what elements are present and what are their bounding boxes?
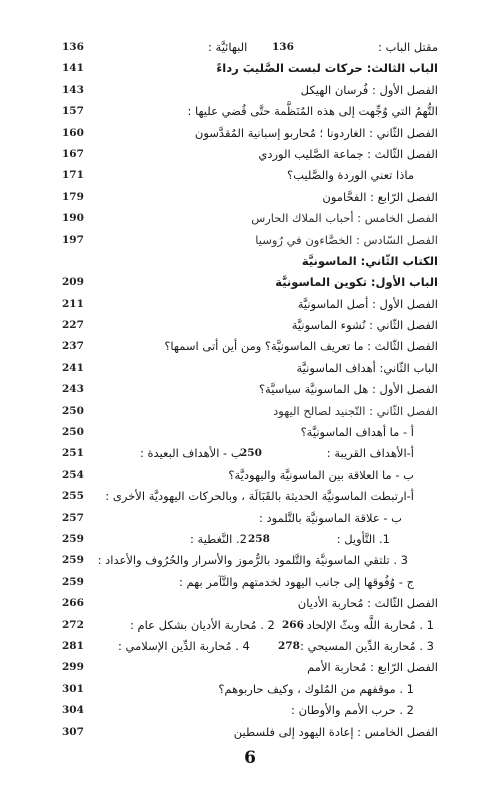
toc-entry-text: الباب الأول: تكوين الماسونيَّة — [275, 275, 438, 290]
toc-row — [0, 295, 500, 316]
toc-page-number: 307 — [62, 725, 84, 738]
toc-page-number: 250 — [62, 426, 84, 439]
toc-entry-text: ب - علاقة الماسونيَّة بالتَّلمود : — [259, 510, 402, 525]
toc-row — [0, 316, 500, 337]
toc-row — [0, 81, 500, 102]
toc-entry-text: الفصل الثّالث : مُحاربة الأديان — [297, 596, 438, 611]
toc-entry-col2-text: 2. النَّغطية : — [190, 531, 247, 546]
toc-entry-text: مقتل الباب : — [378, 40, 438, 54]
toc-entry-text: الفصل الأول : أصل الماسونيَّة — [297, 296, 438, 311]
toc-entry-text: التُّهمُ التي وُجِّهت إلى هذه المُنَظَّمة حتَّى قُضي عليها : — [187, 104, 438, 119]
toc-page-number: 160 — [62, 126, 84, 139]
toc-page-number: 259 — [62, 554, 84, 567]
toc-entry-text: الفصل الثّاني : التّجنيد لصالح اليهود — [273, 403, 438, 418]
toc-row — [0, 145, 500, 166]
toc-page-number: 241 — [62, 361, 84, 374]
toc-list — [0, 38, 500, 744]
toc-page-number: 179 — [62, 190, 84, 203]
toc-page-number: 190 — [62, 212, 84, 225]
toc-entry-text: الفصل الثّالث : جماعة الصَّليب الوردي — [258, 146, 438, 161]
toc-row — [0, 337, 500, 358]
toc-page-number: 251 — [62, 447, 84, 460]
toc-entry-text: الفصل الأول : فُرسان الهيكل — [300, 82, 438, 97]
toc-row — [0, 252, 500, 273]
toc-row — [0, 637, 500, 658]
toc-row — [0, 530, 500, 551]
toc-entry-col2-text: 2 . مُحاربة الأديان بشكل عام : — [130, 617, 275, 632]
toc-page-number: 301 — [62, 682, 84, 695]
page-number-footer: 6 — [244, 748, 256, 768]
toc-page-number: 304 — [62, 704, 84, 717]
toc-row — [0, 402, 500, 423]
toc-entry-text: 3 . تلتقي الماسونيَّة والتَّلمود بالرُّموز والأسرار والحُرُوف والأعداد : — [97, 553, 408, 568]
toc-page-number: 257 — [62, 511, 84, 524]
toc-row — [0, 466, 500, 487]
toc-entry-text: 2 . حرب الأمم والأوطان : — [291, 703, 414, 718]
toc-entry-col2-page: 258 — [248, 532, 270, 545]
toc-entry-text: 1. التَّأويل : — [336, 531, 390, 546]
toc-page-number: 259 — [62, 532, 84, 545]
toc-entry-text: الباب الثّاني: أهداف الماسونيَّة — [296, 360, 438, 375]
toc-page-number: 143 — [62, 83, 84, 96]
toc-row — [0, 273, 500, 294]
toc-entry-text: ماذا تعني الوردة والصَّليب؟ — [287, 168, 414, 183]
toc-entry-text: 1 . مُحاربة اللَّه وبثّ الإلحاد . — [299, 617, 434, 632]
toc-entry-text: ج - وُفُوقها إلى جانب اليهود لخدمتهم والتَّآمر بهم : — [179, 574, 414, 589]
toc-page-number: 209 — [62, 276, 84, 289]
toc-row — [0, 616, 500, 637]
toc-entry-text: الفصل الأول : هل الماسونيَّة سياسيَّة؟ — [258, 382, 438, 397]
toc-entry-text: الفصل السّادس : الخصَّاءون في رُوسيا — [255, 232, 438, 247]
toc-entry-col2-page: 278 — [278, 639, 300, 652]
toc-row — [0, 423, 500, 444]
toc-row — [0, 38, 500, 59]
toc-row — [0, 231, 500, 252]
toc-page-number: 299 — [62, 661, 84, 674]
toc-row — [0, 723, 500, 744]
toc-entry-text: أ - ما أهداف الماسونيَّة؟ — [300, 425, 414, 440]
toc-entry-col2-text: البهائيَّة : — [208, 40, 248, 54]
toc-row — [0, 209, 500, 230]
toc-entry-col2-page: 136 — [272, 41, 294, 53]
toc-page-number: 167 — [62, 147, 84, 160]
toc-row — [0, 509, 500, 530]
toc-page-number: 211 — [62, 297, 84, 310]
toc-page-number: 227 — [62, 319, 84, 332]
toc-entry-text: الفصل الخامس : إعادة اليهود إلى فلسطين — [233, 724, 438, 739]
toc-page-number: 136 — [62, 41, 84, 53]
toc-row — [0, 701, 500, 722]
toc-page-number: 141 — [62, 62, 84, 75]
toc-entry-text: الفصل الثّاني : نُشوء الماسونيَّة — [291, 318, 438, 333]
toc-page-number: 197 — [62, 233, 84, 246]
toc-row — [0, 594, 500, 615]
toc-page-number: 250 — [62, 404, 84, 417]
toc-entry-text: أ-الأهداف القريبة : — [326, 446, 414, 461]
toc-entry-text: 1 . موقفهم من المُلوك ، وكيف حاربوهم؟ — [218, 681, 414, 696]
toc-page-number: 272 — [62, 618, 84, 631]
toc-entry-text: ب - ما العلاقة بين الماسونيَّة واليهوديَّة؟ — [228, 467, 414, 482]
toc-entry-col2-text: ب - الأهداف البعيدة : — [140, 446, 242, 461]
toc-page-number: 157 — [62, 105, 84, 118]
toc-row — [0, 487, 500, 508]
toc-page-number: 259 — [62, 575, 84, 588]
toc-row — [0, 102, 500, 123]
toc-row — [0, 680, 500, 701]
toc-page-number: 255 — [62, 490, 84, 503]
toc-row — [0, 551, 500, 572]
toc-entry-col2-page: 250 — [240, 447, 262, 460]
toc-page-number: 171 — [62, 169, 84, 182]
toc-page-number: 266 — [62, 597, 84, 610]
toc-page-number: 281 — [62, 639, 84, 652]
toc-entry-col2-text: 4 . مُحاربة الدِّين الإسلامي : — [118, 638, 250, 653]
toc-row — [0, 380, 500, 401]
toc-page-number: 254 — [62, 468, 84, 481]
toc-entry-text: الفصل الخامس : أحباب الملاك الحارس — [251, 211, 438, 226]
toc-row — [0, 658, 500, 679]
toc-entry-col2-page: 266 — [282, 618, 304, 631]
toc-entry-text: أ-ارتبطت الماسونيَّة الحديثة بالقَبَالَة ، وبالحركات اليهوديَّة الأخرى : — [105, 489, 414, 504]
toc-page-number: 243 — [62, 383, 84, 396]
toc-entry-text: الفصل الثّالث : ما تعريف الماسونيَّة؟ ومن أين أتى اسمها؟ — [164, 339, 438, 354]
toc-entry-text: الفصل الثّاني : الغاردونا ؛ مُحاربو إسبانية المُقدَّسون — [194, 125, 438, 140]
toc-page-number: 237 — [62, 340, 84, 353]
toc-entry-text: الفصل الرّابع : الفحَّامون — [322, 189, 438, 204]
toc-entry-text: 3 . مُحاربة الدِّين المسيحي : — [300, 638, 434, 653]
toc-row — [0, 359, 500, 380]
toc-entry-text: الباب الثالث: حركات لبست الصَّليبَ رداءً — [216, 61, 438, 76]
toc-row — [0, 59, 500, 80]
toc-row — [0, 444, 500, 465]
toc-row — [0, 188, 500, 209]
toc-row — [0, 166, 500, 187]
toc-row — [0, 573, 500, 594]
toc-entry-text: الفصل الرّابع : مُحاربة الأمم — [307, 660, 438, 675]
toc-book-heading: الكتاب الثّاني: الماسونيَّة — [301, 253, 438, 268]
toc-row — [0, 124, 500, 145]
